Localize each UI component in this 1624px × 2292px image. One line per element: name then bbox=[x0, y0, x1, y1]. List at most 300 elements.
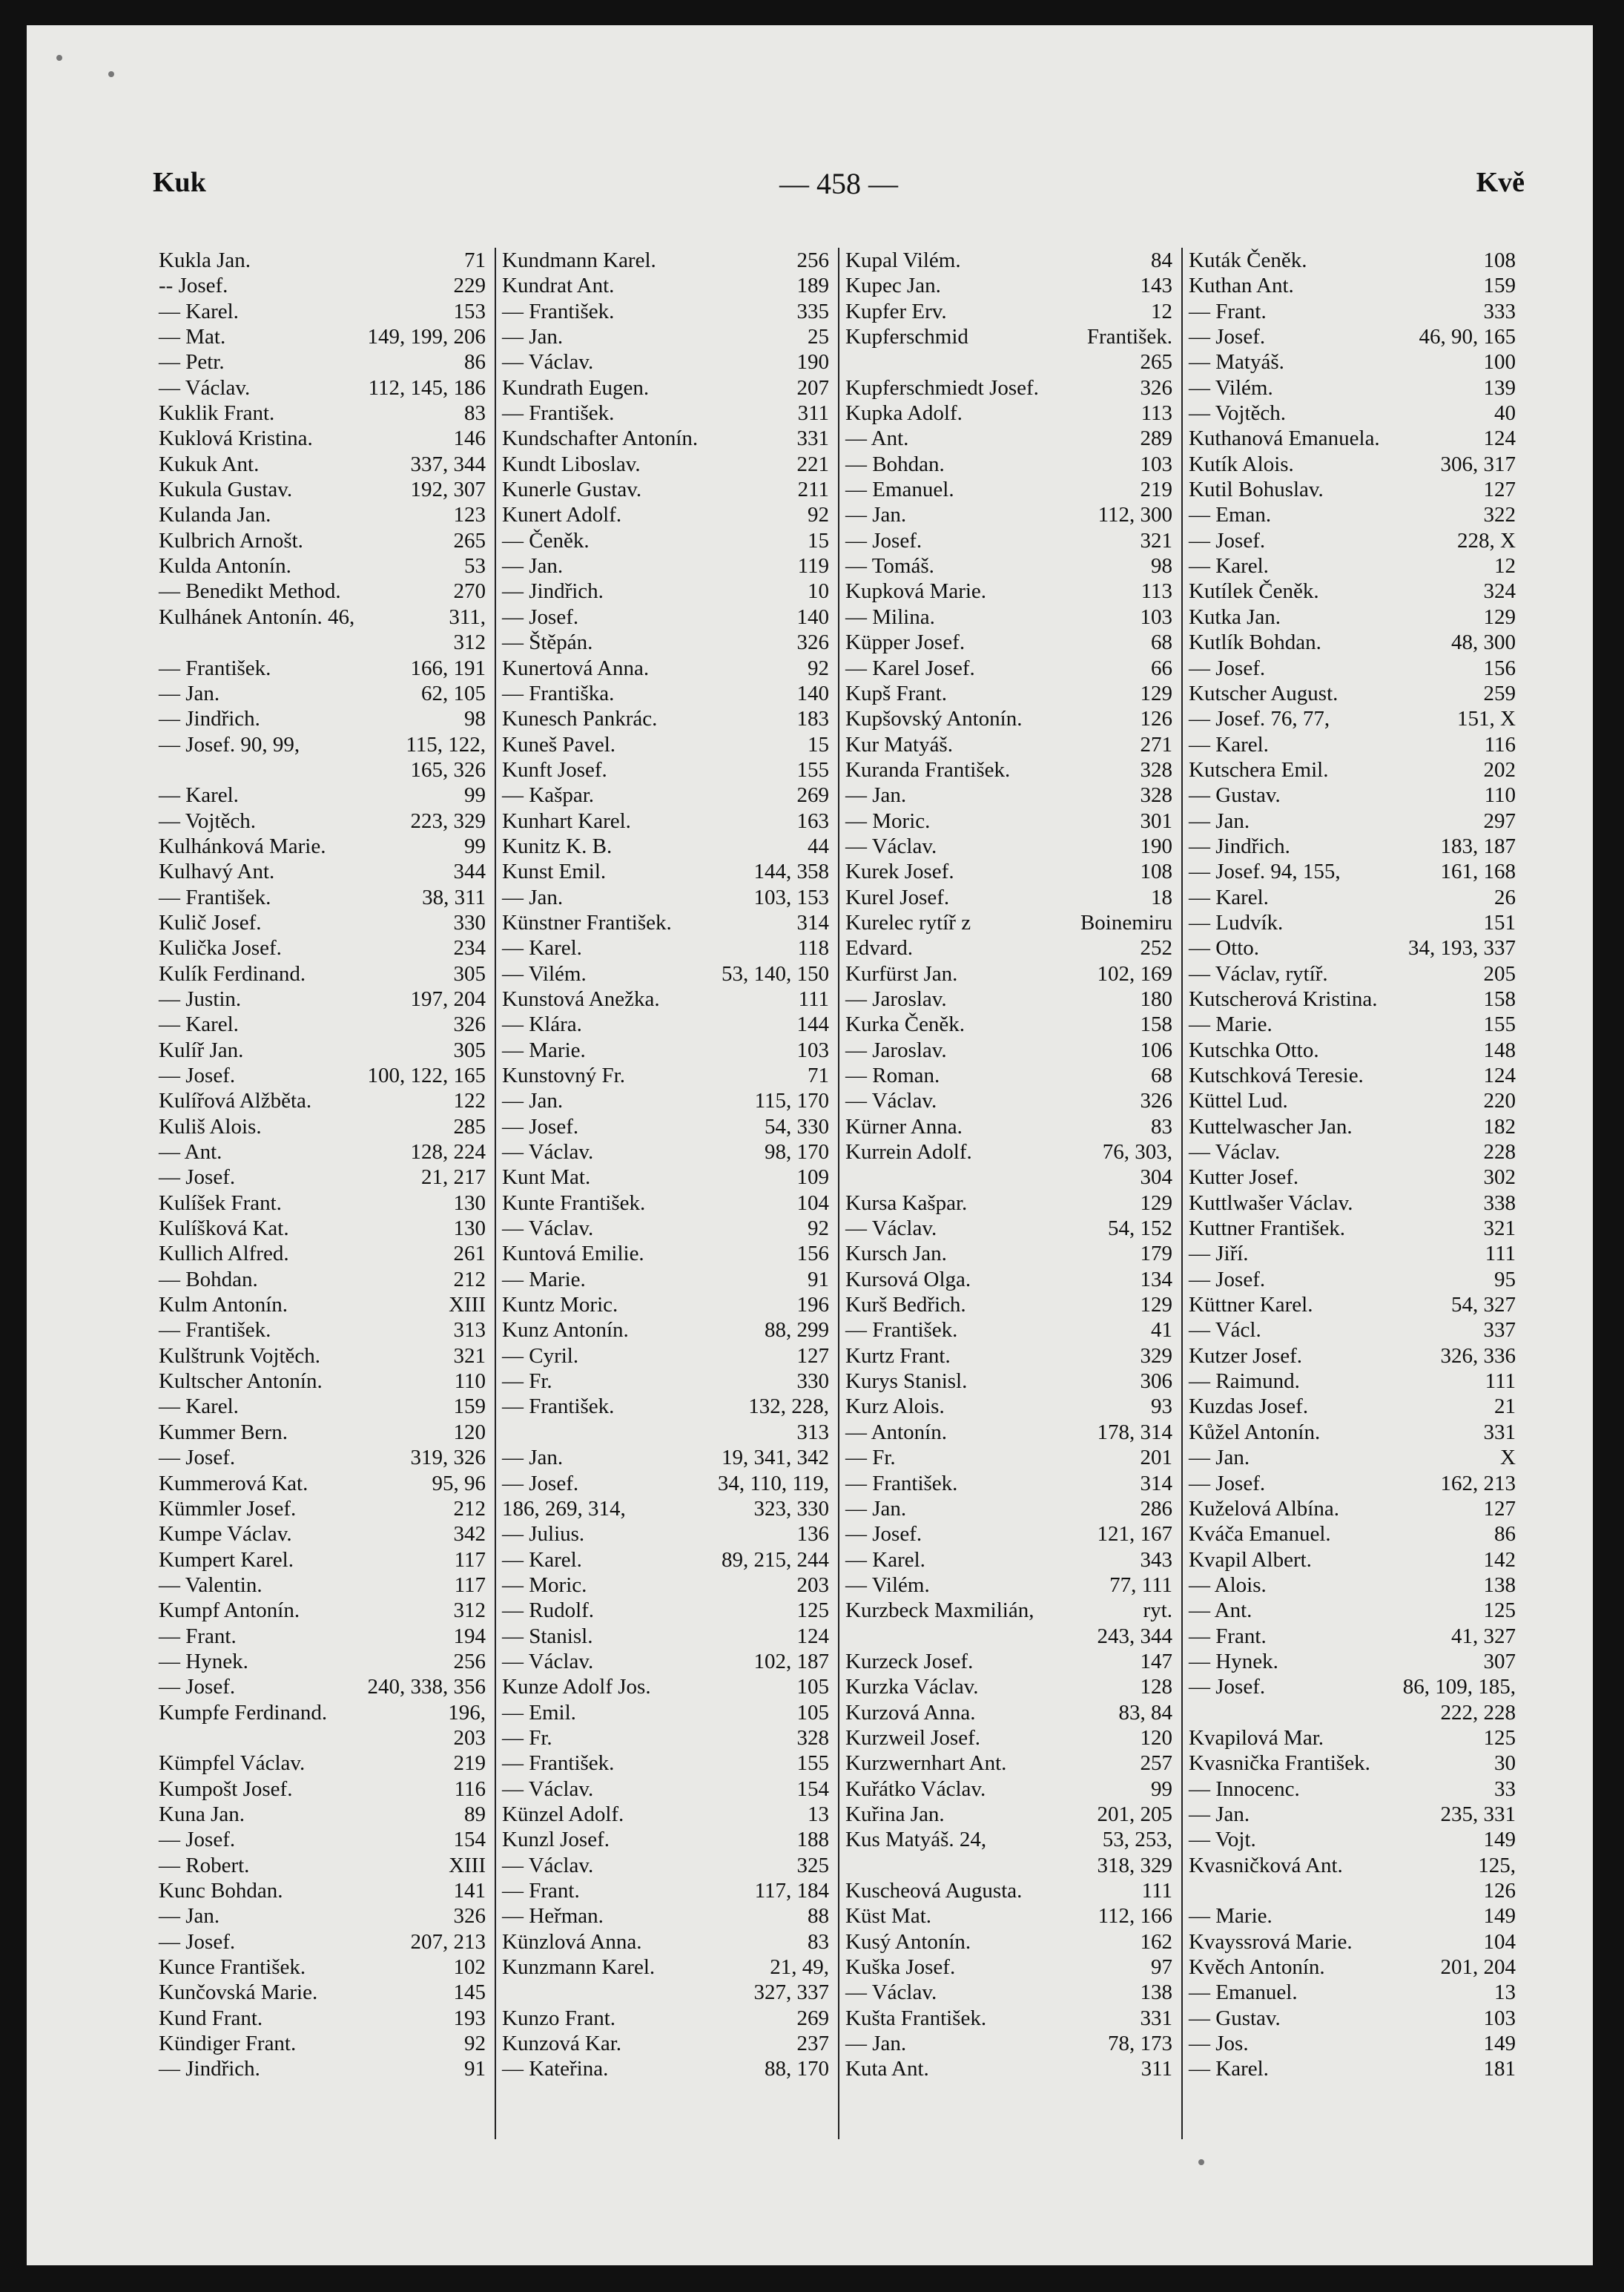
entry-pages: 105 bbox=[796, 1700, 829, 1725]
entry-name: Küpper Josef. bbox=[845, 630, 966, 655]
entry-name: Kurzka Václav. bbox=[845, 1675, 979, 1699]
entry-pages: 265 bbox=[1140, 350, 1172, 375]
entry-pages: 108 bbox=[1140, 860, 1172, 884]
entry-name: — Jan. bbox=[159, 681, 220, 705]
index-entry bbox=[153, 299, 495, 324]
index-entry bbox=[839, 502, 1181, 527]
entry-name: Kuna Jan. bbox=[159, 1802, 245, 1826]
index-entry bbox=[839, 1471, 1181, 1496]
entry-name: — František. bbox=[502, 401, 615, 426]
index-entry bbox=[1183, 1598, 1525, 1623]
index-entry bbox=[839, 1267, 1181, 1292]
entry-pages: 342 bbox=[453, 1522, 486, 1547]
entry-name: — Justin. bbox=[159, 987, 242, 1011]
entry-pages: 53, 253, bbox=[1102, 1828, 1172, 1852]
entry-name: Kurfürst Jan. bbox=[845, 961, 958, 986]
entry-pages: 127 bbox=[1483, 1496, 1516, 1521]
entry-pages: 183 bbox=[796, 707, 829, 731]
entry-name: Kümpfel Václav. bbox=[159, 1751, 306, 1776]
index-entry bbox=[1183, 1165, 1525, 1190]
entry-pages: 307 bbox=[1483, 1649, 1516, 1673]
index-entry bbox=[496, 1139, 838, 1165]
index-entry bbox=[496, 299, 838, 324]
entry-name: Kutílek Čeněk. bbox=[1189, 579, 1319, 604]
entry-pages: 89, 215, 244 bbox=[722, 1547, 829, 1572]
entry-pages: 117, 184 bbox=[754, 1879, 829, 1903]
entry-name: — Emanuel. bbox=[845, 478, 954, 502]
entry-name: — Karel. bbox=[159, 299, 239, 323]
entry-pages: 333 bbox=[1483, 299, 1516, 323]
entry-name: Kunte František. bbox=[502, 1191, 646, 1215]
index-entry bbox=[153, 1317, 495, 1343]
entry-pages: 116 bbox=[454, 1776, 486, 1801]
entry-pages: 138 bbox=[1483, 1573, 1516, 1597]
entry-name: Kunertová Anna. bbox=[502, 656, 650, 680]
entry-pages: 219 bbox=[1140, 478, 1172, 502]
entry-pages: 271 bbox=[1140, 732, 1172, 757]
entry-name: Kutzer Josef. bbox=[1189, 1343, 1303, 1368]
entry-name: Kurel Josef. bbox=[845, 885, 950, 909]
entry-name: Kumpfe Ferdinand. bbox=[159, 1700, 328, 1725]
entry-pages: 155 bbox=[1483, 1012, 1516, 1037]
index-entry bbox=[839, 1547, 1181, 1573]
entry-pages: 306, 317 bbox=[1440, 452, 1516, 476]
entry-pages: 88, 170 bbox=[765, 2057, 829, 2081]
entry-pages: 286 bbox=[1140, 1496, 1172, 1521]
index-entry bbox=[839, 401, 1181, 426]
entry-pages: 326 bbox=[1140, 1089, 1172, 1113]
entry-pages: 161, 168 bbox=[1440, 860, 1516, 884]
entry-name: — Robert. bbox=[159, 1853, 250, 1877]
entry-name: Kunt Mat. bbox=[502, 1165, 591, 1190]
index-entry bbox=[839, 1343, 1181, 1369]
index-entry bbox=[1183, 1980, 1525, 2005]
entry-name: Kutil Bohuslav. bbox=[1189, 478, 1324, 502]
entry-name: Kuta Ant. bbox=[845, 2057, 929, 2081]
entry-pages: 111 bbox=[1141, 1879, 1172, 1903]
entry-name: Kukula Gustav. bbox=[159, 478, 293, 502]
entry-name: Küttel Lud. bbox=[1189, 1089, 1288, 1113]
entry-pages: 71 bbox=[464, 248, 486, 272]
entry-pages: 183, 187 bbox=[1440, 834, 1516, 858]
entry-pages: 142 bbox=[1483, 1547, 1516, 1572]
index-entry bbox=[839, 1598, 1181, 1623]
entry-name: 186, 269, 314, bbox=[502, 1496, 626, 1521]
index-entry bbox=[496, 732, 838, 757]
entry-name: Kutschková Teresie. bbox=[1189, 1064, 1364, 1087]
index-entry bbox=[1183, 1573, 1525, 1598]
index-entry bbox=[496, 1547, 838, 1573]
entry-pages: 201, 205 bbox=[1097, 1802, 1172, 1826]
entry-name: Kunc Bohdan. bbox=[159, 1879, 283, 1903]
index-entry bbox=[496, 630, 838, 655]
entry-name: — Ant. bbox=[845, 427, 909, 451]
entry-pages: 162, 213 bbox=[1440, 1471, 1516, 1495]
index-entry bbox=[153, 1802, 495, 1827]
index-entry bbox=[1183, 1471, 1525, 1496]
entry-name: Kušta František. bbox=[845, 2006, 987, 2030]
entry-name: — Innocenc. bbox=[1189, 1776, 1300, 1801]
entry-name: — Jaroslav. bbox=[845, 987, 947, 1011]
entry-name: Kulhánková Marie. bbox=[159, 834, 326, 858]
entry-name: Kuthan Ant. bbox=[1189, 274, 1294, 298]
entry-name: Kunesch Pankrác. bbox=[502, 707, 658, 731]
index-entry bbox=[839, 1038, 1181, 1063]
entry-name: — Karel. bbox=[502, 936, 582, 961]
entry-pages: 95, 96 bbox=[432, 1471, 486, 1495]
entry-pages: 304 bbox=[1140, 1165, 1172, 1190]
index-entry bbox=[1183, 1903, 1525, 1929]
entry-pages: 256 bbox=[453, 1649, 486, 1673]
entry-pages: 151 bbox=[1483, 910, 1516, 935]
index-entry bbox=[1183, 961, 1525, 987]
index-entry bbox=[496, 935, 838, 961]
index-entry bbox=[839, 1827, 1181, 1852]
entry-pages: 289 bbox=[1140, 427, 1172, 451]
entry-pages: 129 bbox=[1140, 1293, 1172, 1317]
entry-name: — František. bbox=[845, 1318, 958, 1343]
entry-pages: 314 bbox=[1140, 1471, 1172, 1495]
index-entry bbox=[839, 1394, 1181, 1419]
entry-name: Kunhart Karel. bbox=[502, 809, 631, 833]
entry-name: — Ludvík. bbox=[1189, 910, 1284, 935]
index-entry bbox=[153, 935, 495, 961]
index-entry bbox=[839, 2006, 1181, 2031]
index-entry bbox=[153, 1038, 495, 1063]
index-entry bbox=[153, 656, 495, 681]
index-entry bbox=[1183, 1776, 1525, 1802]
index-entry bbox=[153, 1114, 495, 1139]
entry-pages: 302 bbox=[1483, 1165, 1516, 1190]
index-entry bbox=[839, 809, 1181, 834]
index-entry bbox=[839, 579, 1181, 604]
entry-pages: 145 bbox=[453, 1980, 486, 2005]
entry-pages: 165, 326 bbox=[410, 757, 486, 782]
entry-name: Kurka Čeněk. bbox=[845, 1012, 966, 1037]
entry-name: Kuliš Alois. bbox=[159, 1114, 262, 1139]
entry-name: — Hynek. bbox=[1189, 1649, 1278, 1673]
entry-pages: 127 bbox=[1483, 478, 1516, 502]
index-entry bbox=[496, 1573, 838, 1598]
index-entry bbox=[496, 2056, 838, 2081]
entry-name: — Josef. bbox=[159, 1446, 236, 1470]
entry-pages: 240, 338, 356 bbox=[367, 1675, 486, 1699]
entry-pages: 149 bbox=[1483, 1828, 1516, 1852]
entry-name: Kuscheová Augusta. bbox=[845, 1879, 1023, 1903]
entry-name: Kus Matyáš. 24, bbox=[845, 1828, 987, 1852]
entry-pages: 12 bbox=[1494, 554, 1516, 579]
index-entry bbox=[1183, 1369, 1525, 1394]
entry-name: — Josef. bbox=[1189, 528, 1266, 553]
entry-pages: 140 bbox=[796, 605, 829, 629]
entry-name: Kuttner František. bbox=[1189, 1216, 1346, 1241]
index-entry bbox=[1183, 1191, 1525, 1216]
entry-pages: 301 bbox=[1140, 809, 1172, 833]
entry-name: Kurz Alois. bbox=[845, 1394, 945, 1419]
index-entry bbox=[839, 1063, 1181, 1088]
index-entry bbox=[496, 579, 838, 604]
index-entry bbox=[153, 477, 495, 502]
index-entry bbox=[153, 809, 495, 834]
entry-name: — Vojtěch. bbox=[159, 809, 257, 833]
entry-name: — Karel. bbox=[159, 1394, 239, 1419]
index-entry bbox=[839, 656, 1181, 681]
entry-pages: 149, 199, 206 bbox=[367, 325, 486, 349]
index-entry bbox=[839, 1012, 1181, 1037]
entry-name: — Karel. bbox=[1189, 885, 1269, 909]
entry-pages: 76, 303, bbox=[1102, 1140, 1172, 1165]
entry-pages: 162 bbox=[1140, 1929, 1172, 1954]
entry-pages: 106 bbox=[1140, 1038, 1172, 1062]
index-entry bbox=[496, 834, 838, 859]
entry-name: Kunce František. bbox=[159, 1955, 306, 1980]
entry-pages: 326, 336 bbox=[1440, 1343, 1516, 1368]
index-entry bbox=[153, 1955, 495, 1980]
index-entry bbox=[839, 1420, 1181, 1445]
entry-name: Kulíšek Frant. bbox=[159, 1191, 282, 1215]
index-entry bbox=[496, 1674, 838, 1699]
entry-pages: 192, 307 bbox=[410, 478, 486, 502]
index-entry bbox=[839, 1802, 1181, 1827]
entry-name: Kurrein Adolf. bbox=[845, 1140, 972, 1165]
index-entry bbox=[1183, 1878, 1525, 1903]
entry-name: — Fr. bbox=[502, 1369, 552, 1394]
entry-name: — František. bbox=[159, 885, 271, 909]
index-entry bbox=[153, 1547, 495, 1573]
entry-pages: 54, 327 bbox=[1451, 1293, 1516, 1317]
entry-pages: 115, 122, bbox=[406, 732, 486, 757]
index-entry bbox=[839, 1088, 1181, 1113]
index-entry bbox=[153, 1853, 495, 1878]
entry-name: Kutschera Emil. bbox=[1189, 757, 1329, 782]
entry-name: Kuták Čeněk. bbox=[1189, 248, 1307, 272]
index-entry bbox=[839, 1955, 1181, 1980]
entry-name: Kumpe Václav. bbox=[159, 1522, 292, 1547]
entry-name: Kuřina Jan. bbox=[845, 1802, 945, 1826]
index-entry bbox=[1183, 706, 1525, 731]
entry-pages: 159 bbox=[1483, 274, 1516, 298]
entry-name: Kulíšková Kat. bbox=[159, 1216, 289, 1241]
column-4 bbox=[1181, 248, 1525, 2139]
entry-pages: 326 bbox=[1140, 375, 1172, 400]
entry-name: Kulbrich Arnošt. bbox=[159, 528, 303, 553]
entry-pages: 125 bbox=[796, 1598, 829, 1623]
index-entry bbox=[496, 1649, 838, 1674]
entry-name: — Karel. bbox=[1189, 732, 1269, 757]
index-entry bbox=[496, 1292, 838, 1317]
index-entry bbox=[839, 349, 1181, 375]
entry-pages: 13 bbox=[1494, 1980, 1516, 2005]
entry-name: — František. bbox=[845, 1471, 958, 1495]
entry-pages: 91 bbox=[464, 2057, 486, 2081]
entry-name: Kundrat Ant. bbox=[502, 274, 615, 298]
index-entry bbox=[153, 1139, 495, 1165]
index-entry bbox=[153, 1088, 495, 1113]
entry-pages: 77, 111 bbox=[1109, 1573, 1172, 1597]
entry-name: — Petr. bbox=[159, 350, 225, 375]
entry-name: Kunst Emil. bbox=[502, 860, 607, 884]
entry-pages: 34, 193, 337 bbox=[1408, 936, 1516, 961]
index-entry bbox=[153, 1241, 495, 1266]
entry-pages: 190 bbox=[1140, 834, 1172, 858]
entry-pages: 322 bbox=[1483, 503, 1516, 527]
index-entry bbox=[1183, 375, 1525, 401]
index-entry bbox=[839, 375, 1181, 401]
entry-pages: 125 bbox=[1483, 1598, 1516, 1623]
index-entry bbox=[153, 2006, 495, 2031]
entry-pages: 163 bbox=[796, 809, 829, 833]
entry-name: Kumpf Antonín. bbox=[159, 1598, 300, 1623]
entry-name: — František. bbox=[502, 1394, 615, 1419]
index-entry bbox=[496, 656, 838, 681]
entry-pages: 86 bbox=[1494, 1522, 1516, 1547]
entry-pages: 155 bbox=[796, 1751, 829, 1776]
entry-pages: 88 bbox=[808, 1904, 829, 1929]
index-entry bbox=[496, 1088, 838, 1113]
entry-name: Kusý Antonín. bbox=[845, 1929, 971, 1954]
entry-name: Kuřátko Václav. bbox=[845, 1776, 986, 1801]
index-entry bbox=[496, 757, 838, 783]
entry-name: — Josef. bbox=[159, 1828, 236, 1852]
entry-name: Kutlík Bohdan. bbox=[1189, 630, 1321, 655]
entry-pages: 132, 228, bbox=[748, 1394, 829, 1419]
index-entry bbox=[1183, 324, 1525, 349]
entry-pages: 207 bbox=[796, 375, 829, 400]
entry-name: Kuželová Albína. bbox=[1189, 1496, 1339, 1521]
entry-name: — Jan. bbox=[502, 1446, 564, 1470]
entry-name: — Václav. bbox=[502, 1776, 594, 1801]
entry-name: Kulíř Jan. bbox=[159, 1038, 244, 1062]
entry-pages: 269 bbox=[796, 783, 829, 808]
entry-pages: 194 bbox=[453, 1624, 486, 1648]
entry-pages: 38, 311 bbox=[422, 885, 486, 909]
entry-name: — Karel. bbox=[1189, 554, 1269, 579]
entry-name: — Jos. bbox=[1189, 2032, 1249, 2056]
entry-pages: 129 bbox=[1483, 605, 1516, 629]
entry-name: Kurzová Anna. bbox=[845, 1700, 976, 1725]
entry-pages: 83, 84 bbox=[1118, 1700, 1172, 1725]
index-entry bbox=[153, 553, 495, 579]
index-entry bbox=[1183, 1445, 1525, 1470]
index-entry bbox=[496, 452, 838, 477]
entry-pages: 124 bbox=[1483, 427, 1516, 451]
entry-name: — Čeněk. bbox=[502, 528, 590, 553]
entry-name: Künstner František. bbox=[502, 910, 672, 935]
entry-name: — Josef. 76, 77, bbox=[1189, 707, 1330, 731]
index-entry bbox=[153, 1751, 495, 1776]
entry-name: — Jiří. bbox=[1189, 1242, 1249, 1266]
entry-name: Kundschafter Antonín. bbox=[502, 427, 699, 451]
index-entry bbox=[496, 1903, 838, 1929]
index-entry bbox=[1183, 452, 1525, 477]
entry-name: Kunert Adolf. bbox=[502, 503, 622, 527]
entry-pages: 104 bbox=[1483, 1929, 1516, 1954]
entry-name: Kunzmann Karel. bbox=[502, 1955, 656, 1980]
entry-pages: 125, bbox=[1478, 1853, 1516, 1877]
entry-pages: 122 bbox=[453, 1089, 486, 1113]
index-entry bbox=[839, 1980, 1181, 2005]
entry-name: — Eman. bbox=[1189, 503, 1272, 527]
index-entry bbox=[1183, 885, 1525, 910]
index-entry bbox=[839, 1649, 1181, 1674]
entry-name: — Jindřich. bbox=[159, 707, 260, 731]
entry-name: Kunzová Kar. bbox=[502, 2032, 622, 2056]
entry-name: -- Josef. bbox=[159, 274, 228, 298]
entry-name: Kuška Josef. bbox=[845, 1955, 956, 1980]
entry-name: — Karel. bbox=[159, 783, 239, 808]
entry-pages: 54, 330 bbox=[765, 1114, 829, 1139]
entry-name: — Josef. bbox=[1189, 1471, 1266, 1495]
entry-pages: 136 bbox=[796, 1522, 829, 1547]
index-entry bbox=[153, 885, 495, 910]
index-entry bbox=[1183, 1674, 1525, 1699]
entry-name: Kunstová Anežka. bbox=[502, 987, 660, 1011]
entry-pages: 124 bbox=[796, 1624, 829, 1648]
entry-pages: 149 bbox=[1483, 1904, 1516, 1929]
index-entry bbox=[839, 1624, 1181, 1649]
entry-pages: 321 bbox=[453, 1343, 486, 1368]
entry-pages: František. bbox=[1086, 325, 1172, 349]
entry-pages: 189 bbox=[796, 274, 829, 298]
entry-pages: 311 bbox=[1141, 2057, 1172, 2081]
index-entry bbox=[496, 401, 838, 426]
entry-pages: 261 bbox=[453, 1242, 486, 1266]
entry-pages: 99 bbox=[464, 783, 486, 808]
index-entry bbox=[153, 2056, 495, 2081]
index-entry bbox=[839, 630, 1181, 655]
index-entry bbox=[839, 324, 1181, 349]
entry-pages: 331 bbox=[1140, 2006, 1172, 2030]
entry-pages: 30 bbox=[1494, 1751, 1516, 1776]
entry-name: Kulička Josef. bbox=[159, 936, 282, 961]
page-number: — 458 — bbox=[779, 167, 898, 200]
speck bbox=[1198, 2159, 1204, 2165]
entry-name: — František. bbox=[159, 1318, 271, 1343]
entry-pages: 40 bbox=[1494, 401, 1516, 426]
index-entry bbox=[839, 1700, 1181, 1725]
entry-pages: 66 bbox=[1151, 656, 1172, 680]
entry-pages: ryt. bbox=[1143, 1598, 1172, 1623]
entry-pages: 53, 140, 150 bbox=[722, 961, 829, 986]
index-entry bbox=[839, 783, 1181, 808]
entry-pages: 269 bbox=[796, 2006, 829, 2030]
index-entry bbox=[496, 1471, 838, 1496]
entry-name: Kursch Jan. bbox=[845, 1242, 947, 1266]
entry-name: Kumpert Karel. bbox=[159, 1547, 294, 1572]
index-entry bbox=[1183, 2056, 1525, 2081]
entry-name: — Marie. bbox=[1189, 1904, 1273, 1929]
entry-name: — Kašpar. bbox=[502, 783, 595, 808]
entry-pages: 220 bbox=[1483, 1089, 1516, 1113]
entry-name: Kullich Alfred. bbox=[159, 1242, 289, 1266]
entry-pages: 111 bbox=[798, 987, 829, 1011]
entry-pages: 21, 217 bbox=[421, 1165, 486, 1190]
index-entry bbox=[496, 885, 838, 910]
entry-pages: 313 bbox=[796, 1420, 829, 1444]
entry-pages: 103 bbox=[1483, 2006, 1516, 2030]
index-entry bbox=[1183, 1751, 1525, 1776]
entry-pages: 193 bbox=[453, 2006, 486, 2030]
entry-name: — Jan. bbox=[1189, 1446, 1250, 1470]
index-entry bbox=[153, 1521, 495, 1547]
index-entry bbox=[153, 1878, 495, 1903]
entry-pages: 117 bbox=[454, 1573, 486, 1597]
entry-pages: 83 bbox=[808, 1929, 829, 1954]
index-entry bbox=[496, 553, 838, 579]
index-entry bbox=[153, 757, 495, 783]
entry-pages: 234 bbox=[453, 936, 486, 961]
entry-name: — Josef. bbox=[159, 1675, 236, 1699]
